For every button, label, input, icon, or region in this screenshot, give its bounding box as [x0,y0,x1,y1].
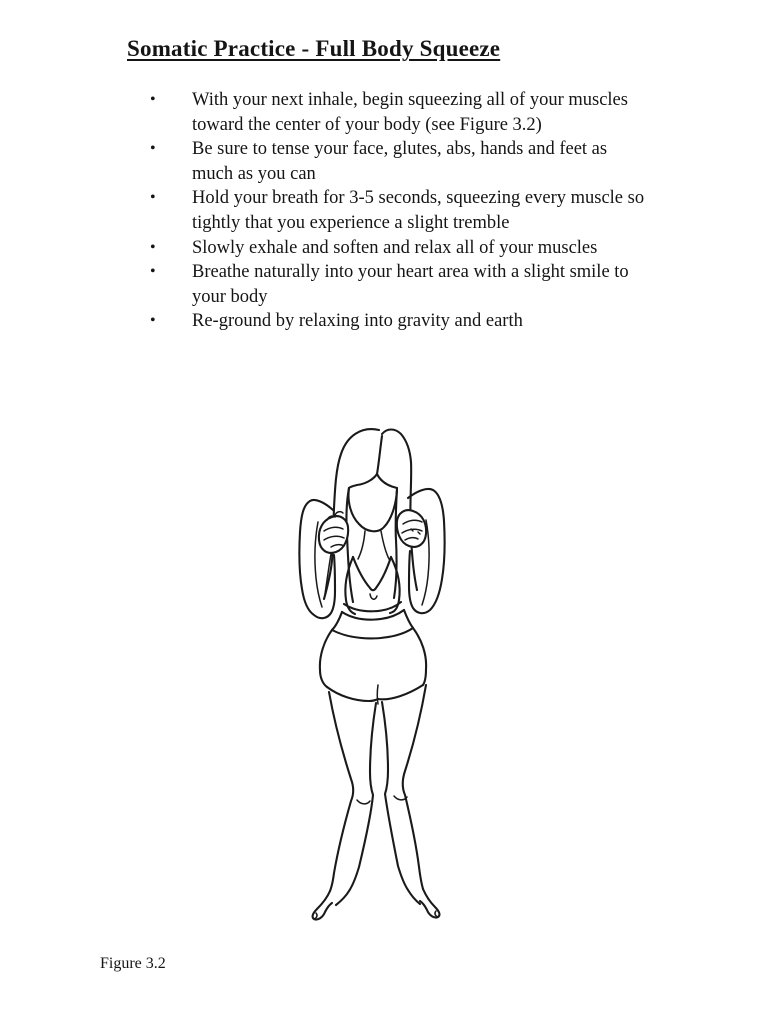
bra-vneck [353,557,391,590]
left-leg-outer [329,692,353,891]
cleavage-line [370,594,377,599]
list-item-text: Slowly exhale and soften and relax all of your muscles [192,237,598,258]
neck-left [358,531,365,559]
hair-part-line [349,436,382,488]
list-item-text: Be sure to tense your face, glutes, abs, hands and feet as much as you can [192,139,608,184]
figure-illustration [293,424,451,924]
left-fist-fingertip-2 [335,512,343,515]
shorts-crotch-line [377,685,378,704]
body-squeeze-illustration-icon [293,424,451,924]
figure-caption: Figure 3.2 [100,955,166,972]
shorts-side-left [320,630,332,687]
left-knee-crease [357,800,370,804]
bullet-marker: • [150,312,156,330]
list-item [150,236,670,261]
bra-band-top [344,602,401,611]
waist-side-right [404,610,413,628]
hair-fringe-right [377,474,397,488]
page-title: Somatic Practice - Full Body Squeeze [127,36,501,61]
left-fist [319,516,348,553]
list-item [150,186,670,235]
list-item [150,309,670,334]
right-leg-inner [382,702,420,904]
left-leg-inner [336,703,376,905]
list-item [150,137,670,186]
list-item-text: With your next inhale, begin squeezing all of your muscles toward the center of your body (see Figure 3.2) [192,90,628,135]
list-item-text: Hold your breath for 3-5 seconds, squeezing every muscle so tightly that you experience a slight tremble [192,188,645,233]
shorts-hem-left [327,687,378,701]
right-toe-curl [435,911,438,917]
bullet-marker: • [150,238,156,256]
list-item [150,88,670,137]
right-foot [420,889,439,918]
right-leg-outer [403,685,426,889]
bullet-marker: • [150,91,156,108]
bullet-marker: • [150,263,156,281]
list-item-text: Re-ground by relaxing into gravity and earth [192,311,523,332]
bullet-marker: • [150,140,156,158]
bullet-marker: • [150,189,156,207]
bullet-list [150,88,670,334]
neck-right [381,531,389,559]
left-foot [313,891,332,920]
list-item-text: Breathe naturally into your heart area with a slight smile to your body [192,262,629,307]
shorts-side-right [413,628,426,685]
waist-side-left [332,612,342,630]
right-arm-outline [408,489,445,613]
shorts-waistband [332,628,413,638]
list-item [150,260,670,309]
left-toe-curl [314,913,317,919]
shorts-hem-right [378,685,423,699]
face-outline [348,488,397,531]
